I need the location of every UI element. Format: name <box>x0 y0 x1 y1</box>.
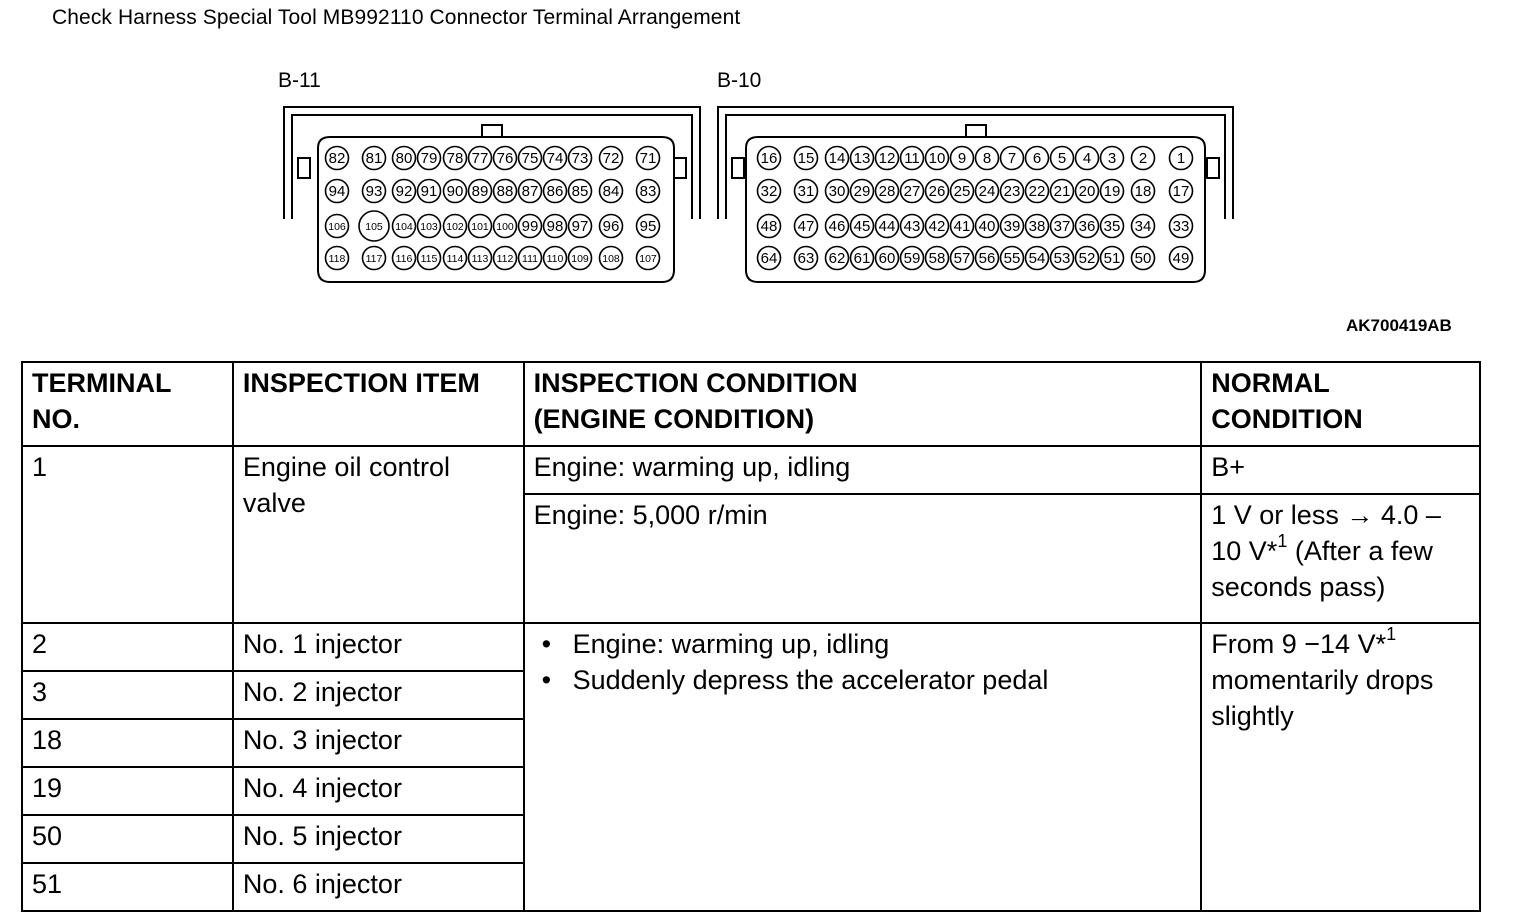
pin-label-b11-71: 71 <box>639 150 657 167</box>
pin-label-b11-78: 78 <box>446 150 464 167</box>
cell-injector-normal <box>1201 623 1480 911</box>
pin-label-b11-106: 106 <box>328 221 346 233</box>
pin-label-b11-102: 102 <box>446 221 464 233</box>
pin-label-b10-11: 11 <box>904 150 920 167</box>
cell-item: No. 5 injector <box>233 815 524 863</box>
pin-label-b10-57: 57 <box>953 250 971 267</box>
pin-label-b10-33: 33 <box>1172 218 1190 235</box>
pin-label-b11-107: 107 <box>639 253 657 265</box>
pin-label-b10-37: 37 <box>1053 218 1071 235</box>
table-row <box>22 623 1480 671</box>
pin-label-b10-58: 58 <box>928 250 946 267</box>
cell-normal <box>1201 494 1480 623</box>
pin-label-b10-60: 60 <box>878 250 896 267</box>
pin-label-b11-74: 74 <box>546 150 564 167</box>
figure-code: AK700419AB <box>1346 316 1452 335</box>
pin-label-b10-10: 10 <box>928 150 946 167</box>
pin-label-b11-96: 96 <box>602 218 620 235</box>
pin-label-b11-79: 79 <box>420 150 438 167</box>
pin-label-b10-32: 32 <box>760 183 778 200</box>
table-header-row <box>22 362 1480 446</box>
pin-label-b10-13: 13 <box>853 150 871 167</box>
page-title: Check Harness Special Tool MB992110 Connector Terminal Arrangement <box>52 6 741 29</box>
pin-label-b11-82: 82 <box>328 150 346 167</box>
pin-label-b10-62: 62 <box>828 250 846 267</box>
pin-label-b11-89: 89 <box>471 183 489 200</box>
pin-label-b11-85: 85 <box>571 183 589 200</box>
pin-label-b11-88: 88 <box>496 183 514 200</box>
footnote-marker: 1 <box>1386 624 1397 644</box>
pin-label-b11-80: 80 <box>395 150 413 167</box>
pin-label-b11-72: 72 <box>602 150 620 167</box>
pin-label-b11-101: 101 <box>471 221 489 233</box>
pin-label-b10-35: 35 <box>1103 218 1121 235</box>
pin-label-b10-48: 48 <box>760 218 778 235</box>
pin-label-b10-49: 49 <box>1172 250 1190 267</box>
pin-label-b10-27: 27 <box>903 183 921 200</box>
pin-label-b10-15: 15 <box>797 150 815 167</box>
pin-label-b11-84: 84 <box>602 183 620 200</box>
pin-label-b10-16: 16 <box>760 150 778 167</box>
pin-label-b10-53: 53 <box>1053 250 1071 267</box>
pin-label-b10-9: 9 <box>957 150 967 167</box>
pin-label-b10-43: 43 <box>903 218 921 235</box>
pin-label-b10-55: 55 <box>1003 250 1021 267</box>
pin-label-b10-1: 1 <box>1176 150 1186 167</box>
pin-label-b11-118: 118 <box>328 253 346 265</box>
pin-label-b10-21: 21 <box>1053 183 1071 200</box>
pin-label-b11-91: 91 <box>420 183 438 200</box>
pin-label-b10-64: 64 <box>760 250 778 267</box>
pin-label-b10-18: 18 <box>1134 183 1152 200</box>
pin-label-b11-77: 77 <box>471 150 489 167</box>
list-item: • Suddenly depress the accelerator pedal <box>542 662 1193 698</box>
normal-text-cont: (After a few seconds pass) <box>1211 536 1433 602</box>
pin-label-b11-98: 98 <box>546 218 564 235</box>
cell-terminal: 19 <box>22 767 233 815</box>
pin-label-b11-75: 75 <box>521 150 539 167</box>
header-condition-line1: INSPECTION CONDITION <box>533 368 858 398</box>
pin-label-b10-54: 54 <box>1028 250 1046 267</box>
pin-label-b10-42: 42 <box>928 218 946 235</box>
pin-label-b10-51: 51 <box>1103 250 1121 267</box>
cell-item: Engine oil control valve <box>233 446 524 623</box>
pin-label-b10-40: 40 <box>978 218 996 235</box>
pin-label-b11-104: 104 <box>395 221 413 233</box>
pin-label-b11-95: 95 <box>639 218 657 235</box>
pin-label-b11-94: 94 <box>328 183 346 200</box>
pin-label-b11-110: 110 <box>546 253 564 265</box>
cell-item: No. 3 injector <box>233 719 524 767</box>
normal-text-cont: momentarily drops slightly <box>1211 665 1434 731</box>
inspection-table <box>21 361 1481 912</box>
pin-label-b11-90: 90 <box>446 183 464 200</box>
pin-label-b10-24: 24 <box>978 183 996 200</box>
pin-label-b10-5: 5 <box>1057 150 1067 167</box>
pin-label-b11-117: 117 <box>365 253 383 265</box>
pin-label-b11-73: 73 <box>571 150 589 167</box>
connector-diagram <box>0 0 1520 300</box>
pin-label-b10-61: 61 <box>853 250 871 267</box>
cell-item: No. 1 injector <box>233 623 524 671</box>
pin-label-b10-59: 59 <box>903 250 921 267</box>
pin-label-b10-34: 34 <box>1134 218 1152 235</box>
pin-label-b11-86: 86 <box>546 183 564 200</box>
pin-label-b11-83: 83 <box>639 183 657 200</box>
pin-label-b10-17: 17 <box>1172 183 1190 200</box>
header-condition-line2: (ENGINE CONDITION) <box>533 404 815 434</box>
pin-label-b11-105: 105 <box>365 221 383 233</box>
pin-label-b11-97: 97 <box>571 218 589 235</box>
pin-label-b11-109: 109 <box>571 253 589 265</box>
header-normal-condition: NORMAL CONDITION <box>1201 362 1480 446</box>
pin-label-b11-114: 114 <box>446 253 464 265</box>
pin-label-b10-26: 26 <box>928 183 946 200</box>
pin-label-b11-111: 111 <box>522 253 538 265</box>
pin-label-b11-115: 115 <box>420 253 438 265</box>
pin-label-b10-41: 41 <box>953 218 971 235</box>
cell-terminal: 50 <box>22 815 233 863</box>
pin-label-b11-87: 87 <box>521 183 539 200</box>
cell-terminal: 51 <box>22 863 233 911</box>
header-inspection-item: INSPECTION ITEM <box>233 362 524 446</box>
normal-text: 1 V or less → 4.0 – 10 V* <box>1211 500 1441 566</box>
cell-terminal: 1 <box>22 446 233 623</box>
cell-item: No. 2 injector <box>233 671 524 719</box>
pin-label-b10-45: 45 <box>853 218 871 235</box>
cell-terminal: 3 <box>22 671 233 719</box>
pin-label-b10-63: 63 <box>797 250 815 267</box>
pin-label-b10-22: 22 <box>1028 183 1046 200</box>
pin-label-b10-12: 12 <box>878 150 896 167</box>
cell-injector-condition <box>524 623 1202 911</box>
pin-label-b11-99: 99 <box>521 218 539 235</box>
pin-label-b10-14: 14 <box>828 150 846 167</box>
pin-label-b10-47: 47 <box>797 218 815 235</box>
cell-normal: B+ <box>1201 446 1480 494</box>
pin-label-b10-28: 28 <box>878 183 896 200</box>
pin-label-b10-56: 56 <box>978 250 996 267</box>
pin-label-b11-103: 103 <box>420 221 438 233</box>
pin-label-b10-25: 25 <box>953 183 971 200</box>
pin-label-b10-6: 6 <box>1032 150 1042 167</box>
pin-label-b10-7: 7 <box>1007 150 1017 167</box>
pin-label-b10-36: 36 <box>1078 218 1096 235</box>
cell-terminal: 2 <box>22 623 233 671</box>
normal-text: From 9 −14 V* <box>1211 629 1387 659</box>
pin-label-b10-31: 31 <box>797 183 815 200</box>
header-terminal: TERMINAL NO. <box>22 362 233 446</box>
pin-label-b10-30: 30 <box>828 183 846 200</box>
table-row <box>22 446 1480 494</box>
pin-label-b10-39: 39 <box>1003 218 1021 235</box>
header-inspection-condition <box>524 362 1202 446</box>
pin-label-b10-19: 19 <box>1103 183 1121 200</box>
connector-label-b10: B-10 <box>717 69 762 92</box>
pin-label-b11-100: 100 <box>496 221 514 233</box>
cell-item: No. 4 injector <box>233 767 524 815</box>
pin-label-b10-52: 52 <box>1078 250 1096 267</box>
pin-label-b10-38: 38 <box>1028 218 1046 235</box>
pin-label-b10-2: 2 <box>1138 150 1148 167</box>
footnote-marker: 1 <box>1277 531 1288 551</box>
pin-label-b11-92: 92 <box>395 183 413 200</box>
list-item: • Engine: warming up, idling <box>542 626 1193 662</box>
pin-label-b11-108: 108 <box>602 253 620 265</box>
pin-label-b11-112: 112 <box>496 253 514 265</box>
pin-label-b10-4: 4 <box>1082 150 1092 167</box>
pin-label-b11-93: 93 <box>365 183 383 200</box>
pin-label-b10-50: 50 <box>1134 250 1152 267</box>
cell-condition: Engine: 5,000 r/min <box>524 494 1202 623</box>
pin-label-b10-29: 29 <box>853 183 871 200</box>
pin-label-b11-113: 113 <box>471 253 489 265</box>
pin-label-b11-116: 116 <box>395 253 413 265</box>
cell-terminal: 18 <box>22 719 233 767</box>
pin-label-b10-46: 46 <box>828 218 846 235</box>
pin-label-b10-3: 3 <box>1107 150 1117 167</box>
pin-label-b10-23: 23 <box>1003 183 1021 200</box>
cell-condition: Engine: warming up, idling <box>524 446 1202 494</box>
connector-label-b11: B-11 <box>278 69 321 92</box>
pin-label-b11-81: 81 <box>365 150 383 167</box>
pin-label-b10-8: 8 <box>982 150 992 167</box>
pin-label-b11-76: 76 <box>496 150 514 167</box>
pin-label-b10-44: 44 <box>878 218 896 235</box>
cell-item: No. 6 injector <box>233 863 524 911</box>
pin-label-b10-20: 20 <box>1078 183 1096 200</box>
condition-list <box>534 626 1193 698</box>
